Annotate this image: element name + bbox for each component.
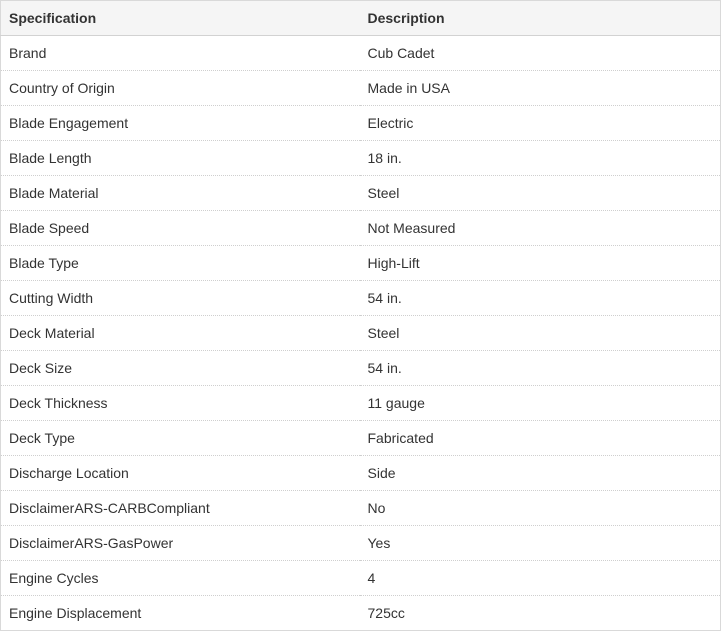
desc-cell: High-Lift — [360, 246, 721, 281]
spec-cell: Country of Origin — [1, 71, 360, 106]
table-header-row — [1, 1, 721, 36]
spec-cell: Brand — [1, 36, 360, 71]
column-header-description: Description — [360, 1, 721, 36]
desc-cell: Steel — [360, 176, 721, 211]
spec-cell: Blade Engagement — [1, 106, 360, 141]
spec-cell: Blade Speed — [1, 211, 360, 246]
desc-cell: 18 in. — [360, 141, 721, 176]
spec-cell: Engine Displacement — [1, 596, 360, 631]
table-row — [1, 351, 721, 386]
desc-cell: 4 — [360, 561, 721, 596]
desc-cell: Side — [360, 456, 721, 491]
table-row — [1, 421, 721, 456]
spec-cell: Engine Cycles — [1, 561, 360, 596]
table-row — [1, 176, 721, 211]
table-row — [1, 561, 721, 596]
spec-cell: Deck Size — [1, 351, 360, 386]
table-row — [1, 281, 721, 316]
spec-cell: Deck Type — [1, 421, 360, 456]
table-body — [1, 36, 721, 631]
desc-cell: No — [360, 491, 721, 526]
table-row — [1, 246, 721, 281]
spec-cell: DisclaimerARS-GasPower — [1, 526, 360, 561]
spec-cell: Blade Type — [1, 246, 360, 281]
desc-cell: 725cc — [360, 596, 721, 631]
spec-cell: Discharge Location — [1, 456, 360, 491]
spec-cell: Cutting Width — [1, 281, 360, 316]
column-header-specification: Specification — [1, 1, 360, 36]
table-row — [1, 141, 721, 176]
spec-cell: Blade Material — [1, 176, 360, 211]
spec-cell: Deck Material — [1, 316, 360, 351]
desc-cell: 11 gauge — [360, 386, 721, 421]
table-row — [1, 456, 721, 491]
table-row — [1, 526, 721, 561]
desc-cell: 54 in. — [360, 351, 721, 386]
table-row — [1, 211, 721, 246]
spec-cell: Deck Thickness — [1, 386, 360, 421]
table-row — [1, 316, 721, 351]
table-row — [1, 491, 721, 526]
desc-cell: Made in USA — [360, 71, 721, 106]
table-row — [1, 386, 721, 421]
desc-cell: Yes — [360, 526, 721, 561]
table-header — [1, 1, 721, 36]
spec-cell: Blade Length — [1, 141, 360, 176]
table-row — [1, 596, 721, 631]
spec-cell: DisclaimerARS-CARBCompliant — [1, 491, 360, 526]
desc-cell: 54 in. — [360, 281, 721, 316]
desc-cell: Cub Cadet — [360, 36, 721, 71]
desc-cell: Fabricated — [360, 421, 721, 456]
desc-cell: Steel — [360, 316, 721, 351]
table-row — [1, 36, 721, 71]
desc-cell: Electric — [360, 106, 721, 141]
desc-cell: Not Measured — [360, 211, 721, 246]
table-row — [1, 71, 721, 106]
table-row — [1, 106, 721, 141]
